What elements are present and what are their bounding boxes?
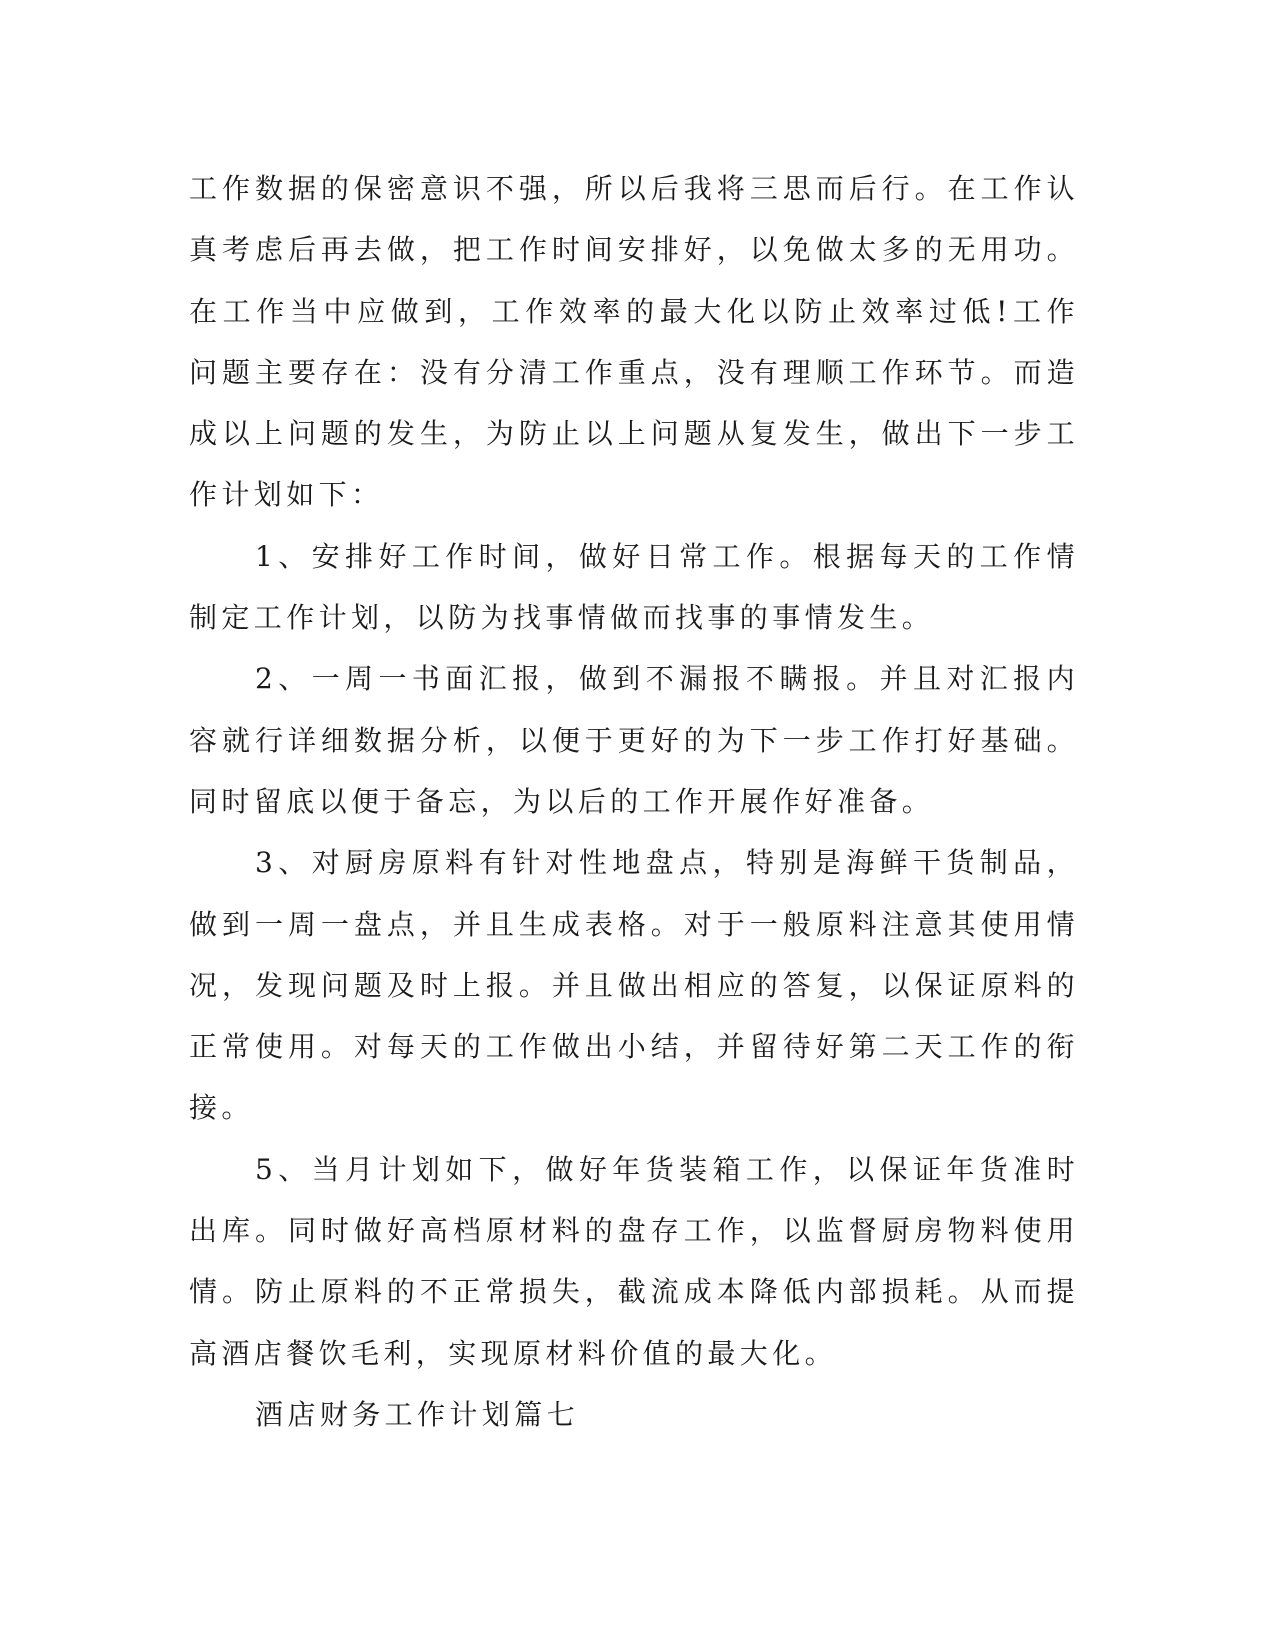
paragraph-item-2: 2、一周一书面汇报，做到不漏报不瞒报。并且对汇报内容就行详细数据分析，以便于更好的为下一步工作打好基础。同时留底以便于备忘，为以后的工作开展作好准备。 [189,662,1079,818]
document-body [189,158,1079,1445]
paragraph-continuation: 工作数据的保密意识不强，所以后我将三思而后行。在工作认真考虑后再去做，把工作时间安排好，以免做太多的无用功。在工作当中应做到，工作效率的最大化以防止效率过低!工作问题主要存在：没有分清工作重点，没有理顺工作环节。而造成以上问题的发生，为防止以上问题从复发生，做出下一步工作计划如下： [189,172,1079,512]
paragraph-item-3: 3、对厨房原料有针对性地盘点，特别是海鲜干货制品，做到一周一盘点，并且生成表格。对于一般原料注意其使用情况，发现问题及时上报。并且做出相应的答复，以保证原料的正常使用。对每天的工作做出小结，并留待好第二天工作的衔接。 [189,846,1079,1125]
section-title: 酒店财务工作计划篇七 [255,1397,580,1431]
paragraph-item-1: 1、安排好工作时间，做好日常工作。根据每天的工作情制定工作计划，以防为找事情做而找事的事情发生。 [189,539,1079,635]
paragraph-item-5: 5、当月计划如下，做好年货装箱工作，以保证年货准时出库。同时做好高档原材料的盘存工作，以监督厨房物料使用情。防止原料的不正常损失，截流成本降低内部损耗。从而提高酒店餐饮毛利，实现原材料价值的最大化。 [189,1152,1079,1370]
